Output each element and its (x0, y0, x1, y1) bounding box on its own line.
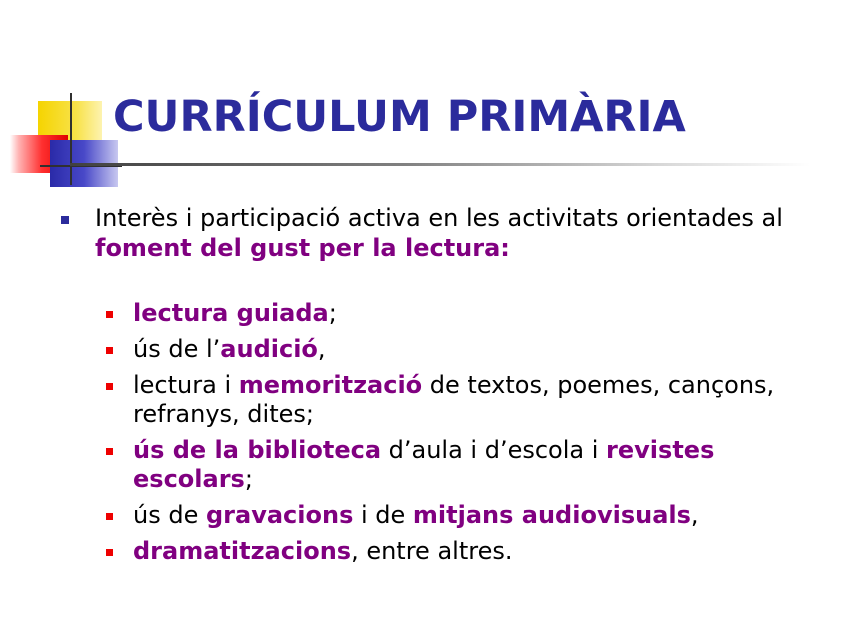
item-text: de textos, poemes, cançons, refranys, dites; (133, 371, 775, 428)
square-bullet-icon (106, 549, 113, 556)
highlighted-text: lectura guiada (133, 299, 329, 327)
intro-bullet (95, 203, 825, 263)
highlighted-text: audició (220, 335, 318, 363)
square-bullet-icon (106, 448, 113, 455)
square-bullet-icon (106, 513, 113, 520)
highlighted-text: ús de la biblioteca (133, 436, 382, 464)
square-bullet-icon (61, 216, 69, 224)
highlighted-text: memorització (238, 371, 423, 399)
square-bullet-icon (106, 311, 113, 318)
item-text: ; (328, 299, 337, 327)
item-text: ; (244, 465, 253, 493)
item-text: , (690, 501, 699, 529)
intro-highlight: foment del gust per la lectura: (95, 234, 510, 262)
item-text: , (317, 335, 326, 363)
corner-logo-decoration (0, 0, 130, 200)
sub-bullet-list (133, 299, 823, 573)
highlighted-text: dramatitzacions (133, 537, 352, 565)
highlighted-text: revistes escolars (133, 436, 715, 493)
list-item (133, 335, 823, 364)
item-text: ús de (133, 501, 206, 529)
square-bullet-icon (106, 347, 113, 354)
item-text: lectura i (133, 371, 239, 399)
list-item (133, 436, 823, 494)
intro-text: Interès i participació activa en les activitats orientades al (95, 204, 783, 232)
item-text: i de (353, 501, 413, 529)
title-underline-rule (70, 163, 810, 166)
item-text: , entre altres. (351, 537, 513, 565)
highlighted-text: mitjans audiovisuals (412, 501, 691, 529)
slide-title: CURRÍCULUM PRIMÀRIA (113, 92, 686, 142)
square-bullet-icon (106, 383, 113, 390)
highlighted-text: gravacions (205, 501, 354, 529)
list-item (133, 371, 823, 429)
list-item (133, 299, 823, 328)
vertical-line (70, 93, 72, 185)
list-item (133, 537, 823, 566)
list-item (133, 501, 823, 530)
item-text: ús de l’ (133, 335, 221, 363)
item-text: d’aula i d’escola i (381, 436, 607, 464)
